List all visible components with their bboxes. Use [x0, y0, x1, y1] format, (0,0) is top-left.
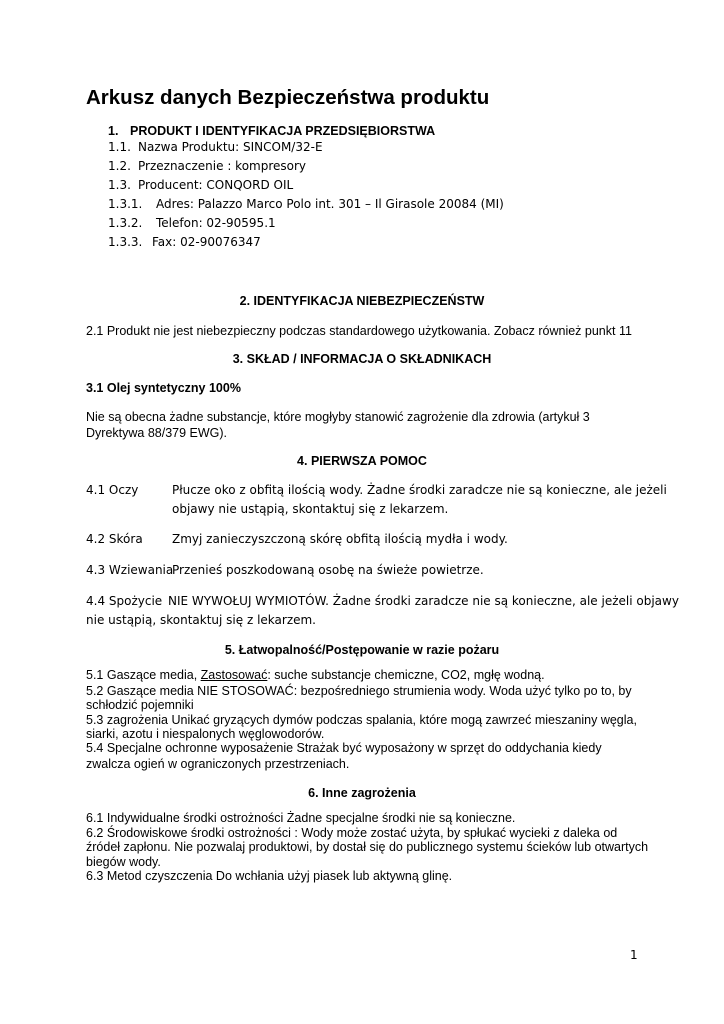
section4-heading: 4. PIERWSZA POMOC	[297, 454, 427, 468]
section6-line: źródeł zapłonu. Nie pozwalaj produktowi, by dostał się do publicznego systemu ścieków lub otwartych	[86, 840, 649, 854]
section6-line: 6.3 Metod czyszczenia Do wchłania użyj piasek lub aktywną glinę.	[86, 869, 453, 883]
section3-subheading: 3.1 Olej syntetyczny 100%	[86, 381, 241, 395]
ingest-text-line-2: nie ustąpią, skontaktuj się z lekarzem.	[86, 613, 316, 627]
section5-line: 5.2 Gaszące media NIE STOSOWAĆ: bezpośredniego strumienia wody. Woda użyć tylko po to, by	[86, 684, 632, 698]
document-title: Arkusz danych Bezpieczeństwa produktu	[86, 86, 490, 109]
section1-item	[108, 235, 261, 249]
item-text: Producent: CONQORD OIL	[138, 178, 294, 192]
eyes-label: 4.1 Oczy	[86, 483, 139, 497]
section6-line: 6.2 Środowiskowe środki ostrożności : Wody może zostać użyta, by spłukać wycieki z daleka od	[86, 826, 618, 840]
item-number: 1.3.	[108, 178, 131, 192]
section5-line-prefix: 5.1 Gaszące media,	[86, 668, 201, 682]
item-number: 1.3.1.	[108, 197, 143, 211]
inhale-text: Przenieś poszkodowaną osobę na świeże powietrze.	[172, 563, 484, 577]
section3-heading: 3. SKŁAD / INFORMACJA O SKŁADNIKACH	[232, 352, 492, 366]
section1-item	[108, 216, 276, 230]
section5-line	[86, 668, 545, 682]
ingest-text-line-1: NIE WYWOŁUJ WYMIOTÓW. Żadne środki zaradcze nie są konieczne, ale jeżeli objawy	[168, 594, 679, 608]
item-text: Adres: Palazzo Marco Polo int. 301 – Il Girasole 20084 (MI)	[156, 197, 504, 211]
section2-heading: 2. IDENTYFIKACJA NIEBEZPIECZEŃSTW	[239, 294, 485, 308]
section1-heading-number: 1.	[108, 124, 119, 138]
section1-item	[108, 159, 306, 173]
section1-item	[108, 178, 293, 192]
section5-line: 5.3 zagrożenia Unikać gryzących dymów podczas spalania, które mogą zawrzeć mieszaniny węgla,	[86, 713, 637, 727]
item-number: 1.1.	[108, 140, 131, 154]
section5-line: schłodzić pojemniki	[86, 698, 194, 712]
section5-heading: 5. Łatwopalność/Postępowanie w razie pożaru	[224, 643, 500, 657]
section5-line-underlined: Zastosować	[200, 668, 268, 682]
item-text: Nazwa Produktu: SINCOM/32-E	[138, 140, 323, 154]
ingest-label: 4.4 Spożycie	[86, 594, 163, 608]
item-text: Fax: 02-90076347	[152, 235, 261, 249]
section1-item	[108, 140, 323, 154]
skin-text: Zmyj zanieczyszczoną skórę obfitą ilością mydła i wody.	[172, 532, 508, 546]
section6-line: biegów wody.	[86, 855, 161, 869]
item-text: Przeznaczenie : kompresory	[138, 159, 307, 173]
item-text: Telefon: 02-90595.1	[156, 216, 276, 230]
section5-line-suffix: : suche substancje chemiczne, CO2, mgłę wodną.	[267, 668, 545, 682]
inhale-label: 4.3 Wziewania	[86, 563, 174, 577]
section5-line: zwalcza ogień w ograniczonych przestrzeniach.	[86, 757, 350, 771]
item-number: 1.2.	[108, 159, 131, 173]
section1-item	[108, 197, 504, 211]
page-number: 1	[630, 948, 638, 962]
item-number: 1.3.3.	[108, 235, 143, 249]
section3-text: Nie są obecna żadne substancje, które mogłyby stanowić zagrożenie dla zdrowia (artykuł 3 Dyrektywa 88/379 EWG).	[86, 410, 590, 440]
section5-line: siarki, azotu i niespalonych węglowodorów.	[86, 727, 325, 741]
section5-line: 5.4 Specjalne ochronne wyposażenie Strażak być wyposażony w sprzęt do oddychania kiedy	[86, 741, 602, 755]
section6-heading: 6. Inne zagrożenia	[308, 786, 416, 800]
section1-heading: PRODUKT I IDENTYFIKACJA PRZEDSIĘBIORSTWA	[130, 124, 436, 138]
item-number: 1.3.2.	[108, 216, 143, 230]
eyes-text-line-1: Płucze oko z obfitą ilością wody. Żadne środki zaradcze nie są konieczne, ale jeżeli	[172, 483, 667, 497]
section6-line: 6.1 Indywidualne środki ostrożności Żadne specjalne środki nie są konieczne.	[86, 811, 516, 825]
eyes-text-line-2: objawy nie ustąpią, skontaktuj się z lekarzem.	[172, 502, 449, 516]
section2-text: 2.1 Produkt nie jest niebezpieczny podczas standardowego użytkowania. Zobacz również punkt 11	[86, 324, 632, 338]
skin-label: 4.2 Skóra	[86, 532, 143, 546]
